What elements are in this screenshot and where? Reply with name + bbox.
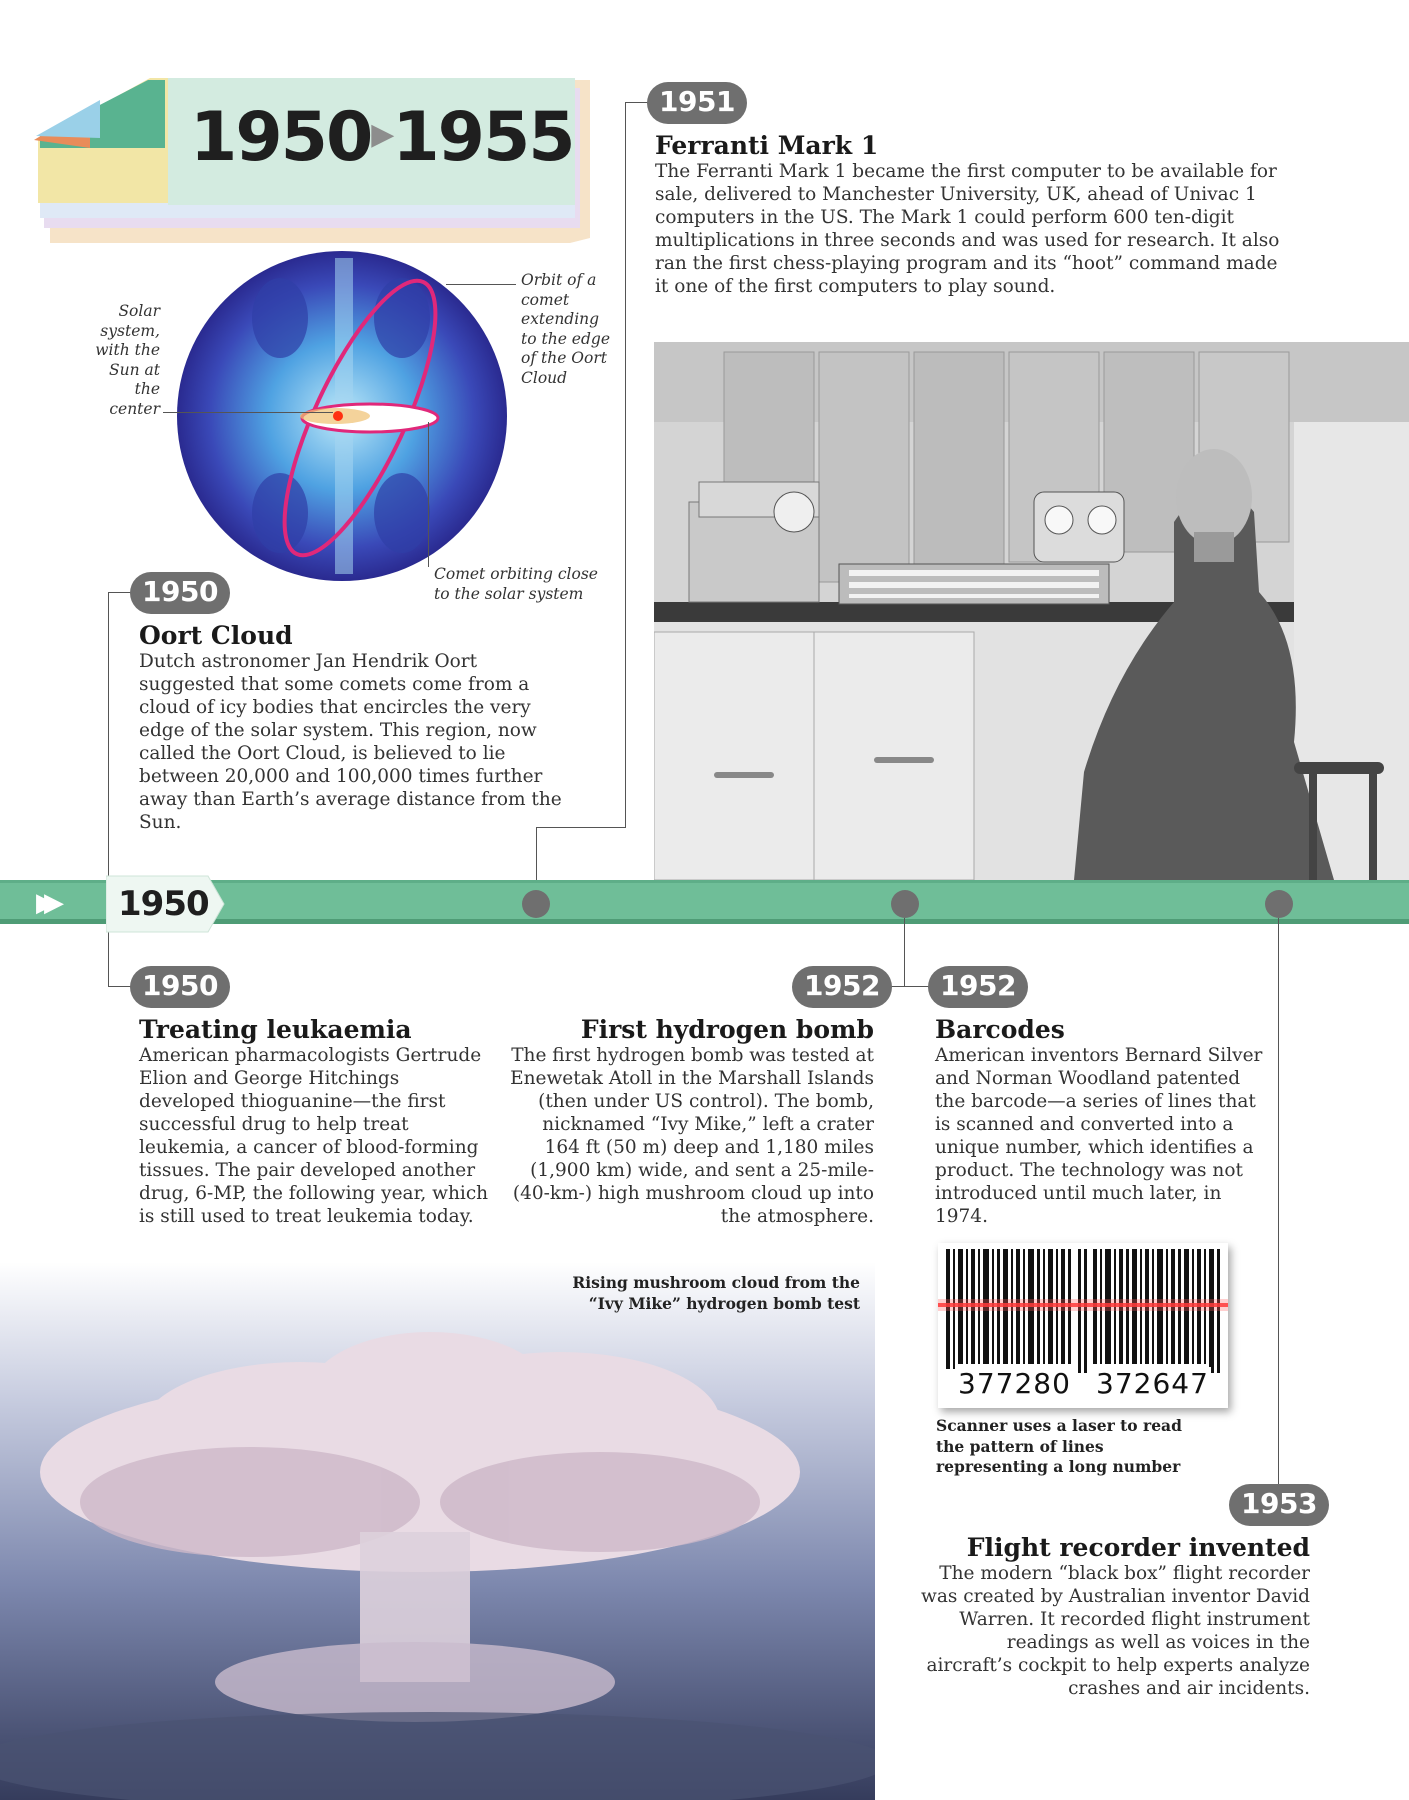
- leukaemia-title: Treating leukaemia: [139, 1015, 412, 1044]
- timeline-dot: [1265, 890, 1293, 918]
- header-start-year: 1950: [190, 98, 372, 177]
- barcode-number-left: 377280: [958, 1367, 1071, 1400]
- mushroom-cloud-photo: [0, 1262, 875, 1800]
- barcodes-title: Barcodes: [935, 1015, 1065, 1044]
- hbomb-text: The first hydrogen bomb was tested at Enewetak Atoll in the Marshall Islands (then under US control). The bomb, nicknamed “Ivy Mike,” left a crater 164 ft (50 m) deep and 1,180 miles (1,900 km) wide, and sent a 25-mile- (40-km-) high mushroom cloud up into the atmosphere.: [510, 1045, 874, 1227]
- fast-forward-icon: ▶▶: [36, 888, 52, 918]
- timeline-dot: [891, 890, 919, 918]
- timeline-year: 1950: [118, 884, 209, 924]
- year-badge: 1950: [130, 966, 230, 1008]
- ferranti-photo: [654, 342, 1409, 880]
- hbomb-caption: Rising mushroom cloud from the “Ivy Mike” hydrogen bomb test: [572, 1273, 860, 1313]
- barcode-caption: Scanner uses a laser to read the pattern of lines representing a long number: [936, 1416, 1182, 1476]
- header-banner: [30, 78, 590, 248]
- ferranti-text: The Ferranti Mark 1 became the first computer to be available for sale, delivered to Manchester University, UK, ahead of Univac 1 computers in the US. The Mark 1 could perform 600 ten-digit multiplications in three seconds and was used for research. It also ran the first chess-playing program and its “hoot” command made it one of the first computers to play sound.: [655, 161, 1280, 297]
- caption-comet-orbit: Orbit of a comet extending to the edge of the Oort Cloud: [521, 271, 610, 387]
- hbomb-title: First hydrogen bomb: [580, 1015, 874, 1044]
- leukaemia-text: American pharmacologists Gertrude Elion and George Hitchings developed thioguanine—the first successful drug to help treat leukemia, a cancer of blood-forming tissues. The pair developed another drug, 6-MP, the following year, which is still used to treat leukemia today.: [139, 1045, 489, 1227]
- barcode-image: [938, 1243, 1228, 1408]
- year-badge: 1950: [130, 572, 230, 614]
- timeline-year-tab: [106, 866, 226, 942]
- sun: [333, 411, 343, 421]
- barcode-bars: [938, 1243, 1228, 1373]
- oort-cloud-illustration: [170, 248, 515, 583]
- flight-text: The modern “black box” flight recorder was created by Australian inventor David Warren. It recorded flight instrument readings as well as voices in the aircraft’s cockpit to help experts analyze crashes and air incidents.: [921, 1563, 1310, 1699]
- year-badge: 1952: [928, 966, 1028, 1008]
- flight-title: Flight recorder invented: [966, 1533, 1310, 1562]
- caption-close-comet: Comet orbiting close to the solar system: [434, 565, 598, 603]
- oort-title: Oort Cloud: [139, 621, 293, 650]
- ferranti-title: Ferranti Mark 1: [655, 131, 879, 160]
- year-badge: 1952: [792, 966, 892, 1008]
- year-badge: 1951: [647, 82, 747, 124]
- oort-text: Dutch astronomer Jan Hendrik Oort suggested that some comets come from a cloud of icy bodies that encircles the very edge of the solar system. This region, now called the Oort Cloud, is believed to lie between 20,000 and 100,000 times further away than Earth’s average distance from the Sun.: [139, 651, 562, 833]
- year-badge: 1953: [1229, 1484, 1329, 1526]
- barcode-number-right: 372647: [1096, 1367, 1209, 1400]
- barcodes-text: American inventors Bernard Silver and Norman Woodland patented the barcode—a series of lines that is scanned and converted into a unique number, which identifies a product. The technology was not introduced until much later, in 1974.: [935, 1045, 1263, 1227]
- caption-solar-system: Solar system, with the Sun at the center: [95, 302, 160, 418]
- timeline-dot: [522, 890, 550, 918]
- header-end-year: 1955: [392, 98, 574, 177]
- arrow-icon: ▶: [371, 117, 393, 153]
